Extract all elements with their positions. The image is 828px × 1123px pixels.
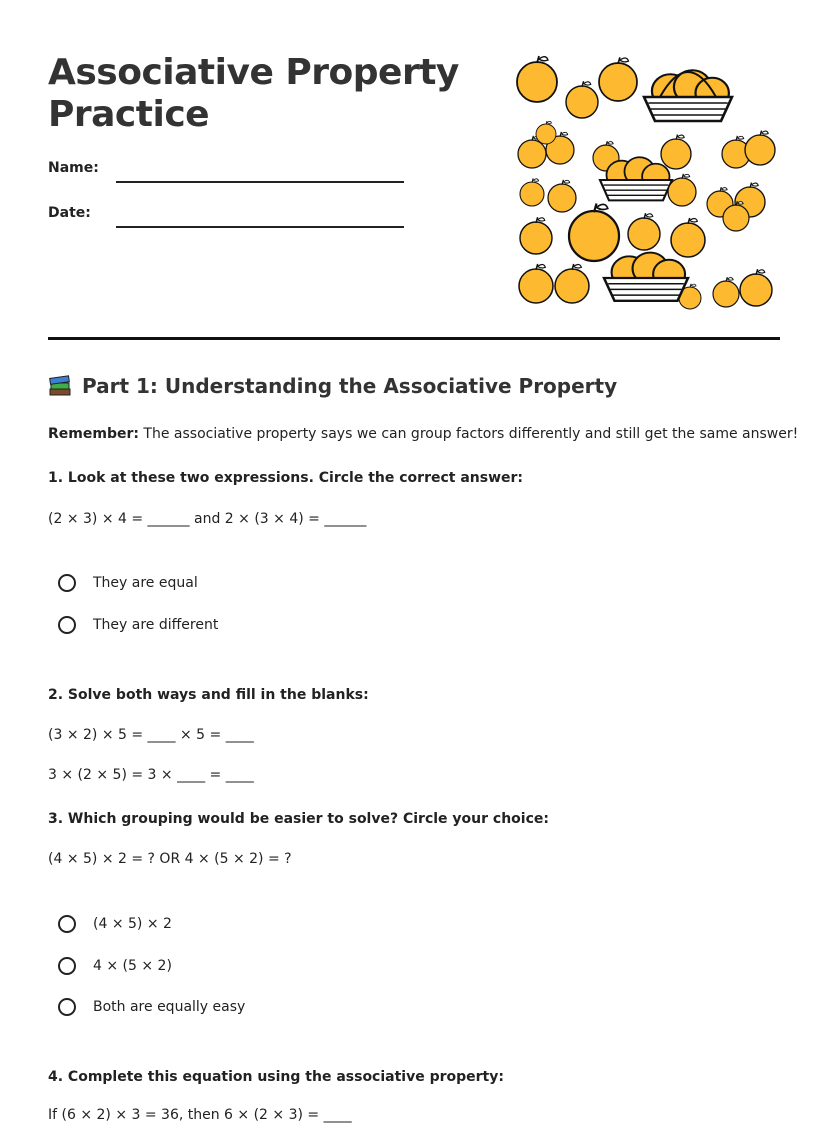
apples-and-baskets-illustration (510, 52, 778, 314)
option-label: They are equal (93, 575, 198, 591)
remember-label: Remember: (48, 426, 139, 442)
question-2-prompt: 2. Solve both ways and fill in the blanks: (48, 687, 369, 703)
date-label: Date: (48, 205, 91, 221)
question-2-line-1: (3 × 2) × 5 = ____ × 5 = ____ (48, 727, 254, 743)
q3-option-both-equal[interactable] (58, 998, 245, 1016)
question-1-prompt: 1. Look at these two expressions. Circle the correct answer: (48, 470, 524, 486)
remember-note (48, 426, 798, 442)
question-3-expression: (4 × 5) × 2 = ? OR 4 × (5 × 2) = ? (48, 851, 292, 867)
section-divider (48, 337, 780, 340)
radio-circle-icon[interactable] (58, 616, 76, 634)
remember-text: The associative property says we can group factors differently and still get the same answer! (138, 426, 799, 442)
page-title: Associative Property Practice (48, 52, 459, 135)
radio-circle-icon[interactable] (58, 574, 76, 592)
part1-heading-text: Part 1: Understanding the Associative Property (82, 374, 618, 398)
q1-option-equal[interactable] (58, 574, 198, 592)
basket-icon (604, 253, 688, 301)
question-4-prompt: 4. Complete this equation using the associative property: (48, 1069, 504, 1085)
option-label: (4 × 5) × 2 (93, 916, 172, 932)
books-icon (48, 374, 72, 398)
option-label: 4 × (5 × 2) (93, 958, 172, 974)
worksheet-header (48, 52, 468, 221)
option-label: They are different (93, 617, 219, 633)
basket-icon (644, 70, 732, 121)
radio-circle-icon[interactable] (58, 998, 76, 1016)
option-label: Both are equally easy (93, 999, 246, 1015)
q1-option-different[interactable] (58, 616, 218, 634)
radio-circle-icon[interactable] (58, 915, 76, 933)
question-1-expression: (2 × 3) × 4 = ______ and 2 × (3 × 4) = ______ (48, 511, 367, 527)
question-2-line-2: 3 × (2 × 5) = 3 × ____ = ____ (48, 767, 254, 783)
date-field[interactable] (116, 226, 404, 228)
name-label: Name: (48, 160, 99, 176)
name-field[interactable] (116, 181, 404, 183)
question-3-prompt: 3. Which grouping would be easier to solve? Circle your choice: (48, 811, 549, 827)
part1-heading (48, 374, 617, 398)
radio-circle-icon[interactable] (58, 957, 76, 975)
q3-option-right-grouping[interactable] (58, 957, 172, 975)
apple-icon (517, 56, 637, 118)
q3-option-left-grouping[interactable] (58, 915, 172, 933)
question-4-line-1: If (6 × 2) × 3 = 36, then 6 × (2 × 3) = ____ (48, 1107, 352, 1123)
